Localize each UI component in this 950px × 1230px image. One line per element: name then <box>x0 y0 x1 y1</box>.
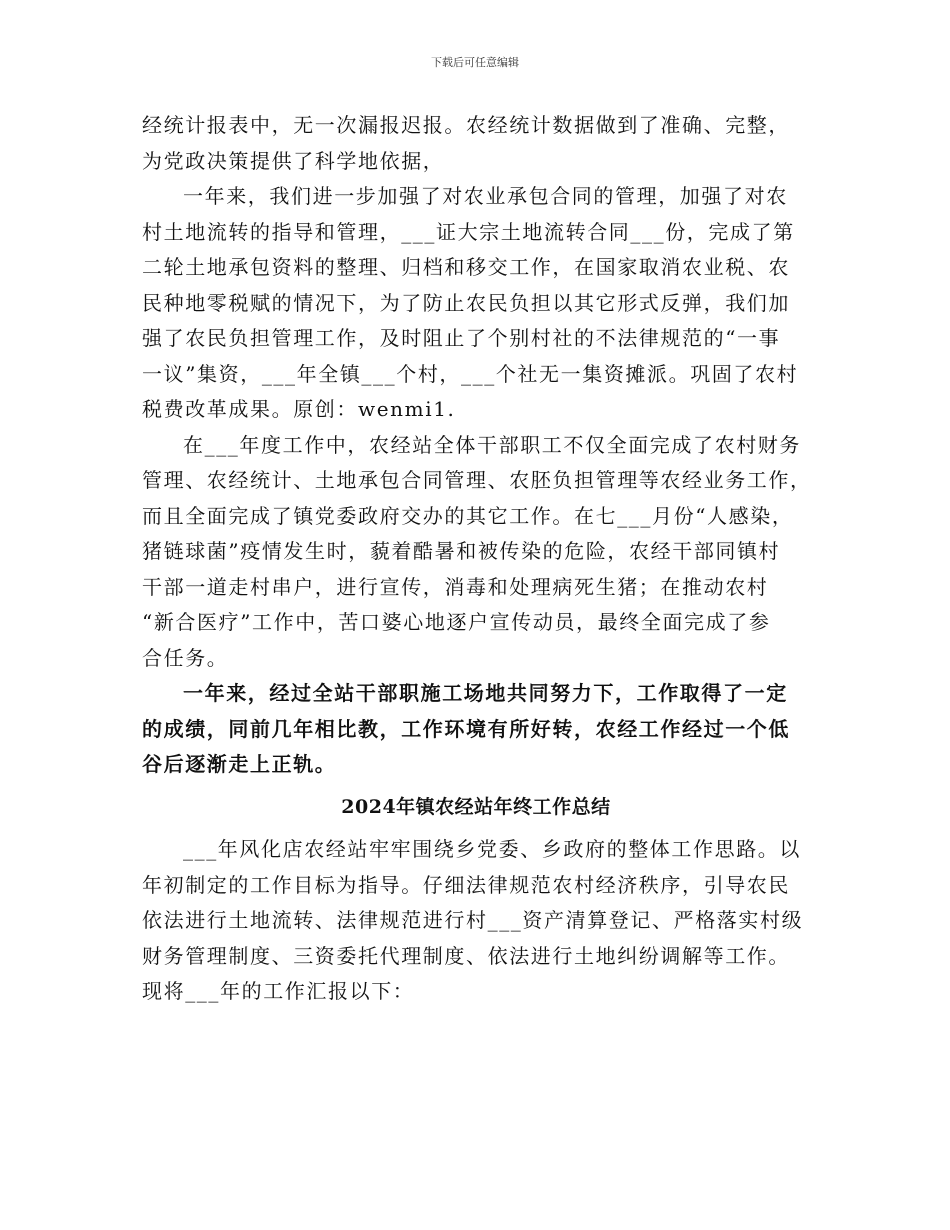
text-line: 猪链球菌”疫情发生时，藐着酷暑和被传染的危险，农经干部同镇村 <box>142 539 781 563</box>
text-line: 一年来，经过全站干部职施工场地共同努力下，工作取得了一定 <box>183 681 788 705</box>
section-title: 2024年镇农经站年终工作总结 <box>341 795 611 818</box>
paragraph-2 <box>142 179 810 428</box>
text-line: 强了农民负担管理工作，及时阻止了个别村社的不法律规范的“一事 <box>142 326 781 350</box>
text-line: 管理、农经统计、土地承包合同管理、农胚负担管理等农经业务工作， <box>142 468 812 492</box>
text-line: “新合医疗”工作中，苦口婆心地逐户宣传动员，最终全面完成了参 <box>142 610 771 634</box>
text-line: 的成绩，同前几年相比教，工作环境有所好转，农经工作经过一个低 <box>142 716 790 741</box>
text-line: 为党政决策提供了科学地依据， <box>142 148 445 173</box>
text-line: 村土地流转的指导和管理，___证大宗土地流转合同___份，完成了第 <box>142 219 795 244</box>
text-line: 一议”集资，___年全镇___个村，___个社无一集资摊派。巩固了农村 <box>142 361 799 386</box>
text-line: 在___年度工作中，农经站全体干部职工不仅全面完成了农村财务 <box>183 432 801 457</box>
paragraph-4 <box>142 676 810 783</box>
text-line: 干部一道走村串户，进行宣传，消毒和处理病死生猪；在推动农村 <box>142 574 769 599</box>
text-line: 一年来，我们进一步加强了对农业承包合同的管理，加强了对农 <box>183 184 788 208</box>
text-line: 年初制定的工作目标为指导。仔细法律规范农村经济秩序，引导农民 <box>142 872 790 897</box>
text-line: 合任务。 <box>142 645 229 670</box>
text-line: 而且全面完成了镇党委政府交办的其它工作。在七___月份“人感染， <box>142 503 794 528</box>
text-line: ___年风化店农经站牢牢围绕乡党委、乡政府的整体工作思路。以 <box>183 837 801 861</box>
paragraph-1 <box>142 108 810 179</box>
paragraph-5 <box>142 832 810 1010</box>
text-line: 经统计报表中，无一次漏报迟报。农经统计数据做到了准确、完整， <box>142 113 790 137</box>
text-line: 现将___年的工作汇报以下： <box>142 979 415 1003</box>
text-line: 财务管理制度、三资委托代理制度、依法进行土地纠纷调解等工作。 <box>142 943 790 968</box>
page-header: 下载后可任意编辑 <box>431 56 519 69</box>
text-line: 谷后逐渐走上正轨。 <box>142 752 337 776</box>
paragraph-3 <box>142 428 810 677</box>
text-line: 民种地零税赋的情况下，为了防止农民负担以其它形式反弹，我们加 <box>142 290 790 315</box>
text-line: 税费改革成果。原创：wenmi1. <box>142 397 456 421</box>
document-body <box>142 108 810 1010</box>
text-line: 二轮土地承包资料的整理、归档和移交工作，在国家取消农业税、农 <box>142 255 790 279</box>
text-line: 依法进行土地流转、法律规范进行村___资产清算登记、严格落实村级 <box>142 908 804 932</box>
